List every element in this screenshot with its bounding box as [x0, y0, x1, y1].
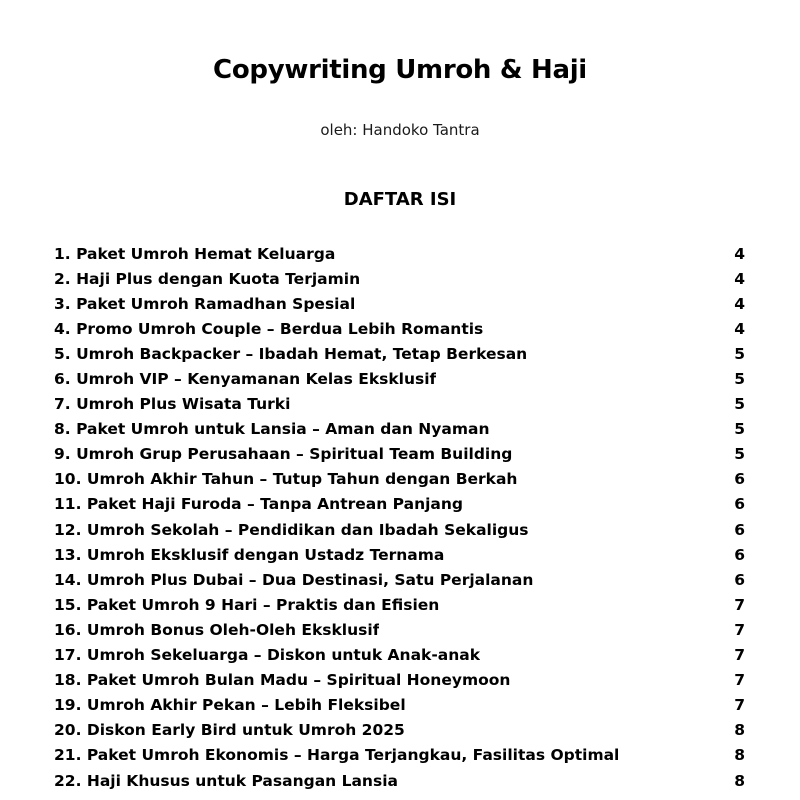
toc-entry-title: 17. Umroh Sekeluarga – Diskon untuk Anak-anak	[54, 646, 481, 665]
toc-entry-title: 20. Diskon Early Bird untuk Umroh 2025	[54, 721, 405, 740]
toc-entry-title: 18. Paket Umroh Bulan Madu – Spiritual Honeymoon	[54, 671, 511, 690]
toc-entry-page-number: 6	[734, 520, 745, 539]
toc-entry[interactable]	[54, 768, 745, 793]
toc-entry-page-number: 6	[734, 495, 745, 514]
toc-entry-page-number: 7	[734, 620, 745, 639]
toc-entry[interactable]	[54, 266, 745, 291]
toc-heading: DAFTAR ISI	[343, 189, 457, 210]
toc-entry[interactable]	[54, 241, 745, 266]
toc-entry[interactable]	[54, 316, 745, 341]
toc-entry[interactable]	[54, 743, 745, 768]
toc-entry[interactable]	[54, 643, 745, 668]
toc-entry-page-number: 7	[734, 595, 745, 614]
toc-entry-page-number: 8	[734, 721, 745, 740]
toc-entry[interactable]	[54, 567, 745, 592]
toc-entry-title: 9. Umroh Grup Perusahaan – Spiritual Team Building	[54, 445, 513, 464]
toc-entry-page-number: 4	[734, 294, 745, 313]
toc-entry-title: 22. Haji Khusus untuk Pasangan Lansia	[54, 771, 398, 790]
toc-entry-page-number: 7	[734, 646, 745, 665]
toc-entry-page-number: 5	[734, 370, 745, 389]
toc-entry-title: 11. Paket Haji Furoda – Tanpa Antrean Panjang	[54, 495, 464, 514]
toc-entry-title: 5. Umroh Backpacker – Ibadah Hemat, Tetap Berkesan	[54, 344, 528, 363]
toc-entry-page-number: 8	[734, 746, 745, 765]
toc-entry[interactable]	[54, 417, 745, 442]
toc-entry-title: 8. Paket Umroh untuk Lansia – Aman dan Nyaman	[54, 420, 490, 439]
toc-entry[interactable]	[54, 442, 745, 467]
toc-entry-page-number: 5	[734, 395, 745, 414]
toc-entry-page-number: 5	[734, 344, 745, 363]
toc-entry-title: 15. Paket Umroh 9 Hari – Praktis dan Efisien	[54, 595, 440, 614]
toc-entry-page-number: 4	[734, 319, 745, 338]
toc-entry[interactable]	[54, 517, 745, 542]
toc-entry[interactable]	[54, 693, 745, 718]
toc-entry[interactable]	[54, 617, 745, 642]
toc-entry-page-number: 6	[734, 570, 745, 589]
toc-entry-title: 21. Paket Umroh Ekonomis – Harga Terjangkau, Fasilitas Optimal	[54, 746, 620, 765]
toc-entry-title: 7. Umroh Plus Wisata Turki	[54, 395, 291, 414]
toc-entry-page-number: 5	[734, 445, 745, 464]
toc-entry[interactable]	[54, 392, 745, 417]
toc-entry[interactable]	[54, 366, 745, 391]
toc-entry[interactable]	[54, 718, 745, 743]
toc-entry-page-number: 6	[734, 470, 745, 489]
toc-entry-page-number: 7	[734, 671, 745, 690]
toc-entry-title: 4. Promo Umroh Couple – Berdua Lebih Romantis	[54, 319, 484, 338]
toc-entry-page-number: 8	[734, 771, 745, 790]
toc-entry[interactable]	[54, 291, 745, 316]
toc-entry-page-number: 5	[734, 420, 745, 439]
toc-entry-title: 16. Umroh Bonus Oleh-Oleh Eksklusif	[54, 620, 380, 639]
toc-entry-title: 19. Umroh Akhir Pekan – Lebih Fleksibel	[54, 696, 406, 715]
toc-entry-title: 14. Umroh Plus Dubai – Dua Destinasi, Satu Perjalanan	[54, 570, 534, 589]
toc-entry-title: 12. Umroh Sekolah – Pendidikan dan Ibadah Sekaligus	[54, 520, 529, 539]
toc-entry-title: 13. Umroh Eksklusif dengan Ustadz Ternama	[54, 545, 445, 564]
toc-entry-title: 2. Haji Plus dengan Kuota Terjamin	[54, 269, 361, 288]
author-byline: oleh: Handoko Tantra	[320, 121, 480, 139]
toc-entry-title: 6. Umroh VIP – Kenyamanan Kelas Eksklusif	[54, 370, 437, 389]
toc-entry-title: 1. Paket Umroh Hemat Keluarga	[54, 244, 336, 263]
toc-entry-page-number: 4	[734, 269, 745, 288]
toc-entry-title: 3. Paket Umroh Ramadhan Spesial	[54, 294, 356, 313]
toc-entry[interactable]	[54, 492, 745, 517]
toc-entry-title: 10. Umroh Akhir Tahun – Tutup Tahun dengan Berkah	[54, 470, 518, 489]
toc-entry-page-number: 6	[734, 545, 745, 564]
toc-entry[interactable]	[54, 668, 745, 693]
table-of-contents	[54, 241, 745, 793]
toc-entry-page-number: 7	[734, 696, 745, 715]
toc-entry[interactable]	[54, 592, 745, 617]
toc-entry-page-number: 4	[734, 244, 745, 263]
toc-entry[interactable]	[54, 542, 745, 567]
document-title: Copywriting Umroh & Haji	[213, 55, 587, 85]
toc-entry[interactable]	[54, 467, 745, 492]
toc-entry[interactable]	[54, 341, 745, 366]
